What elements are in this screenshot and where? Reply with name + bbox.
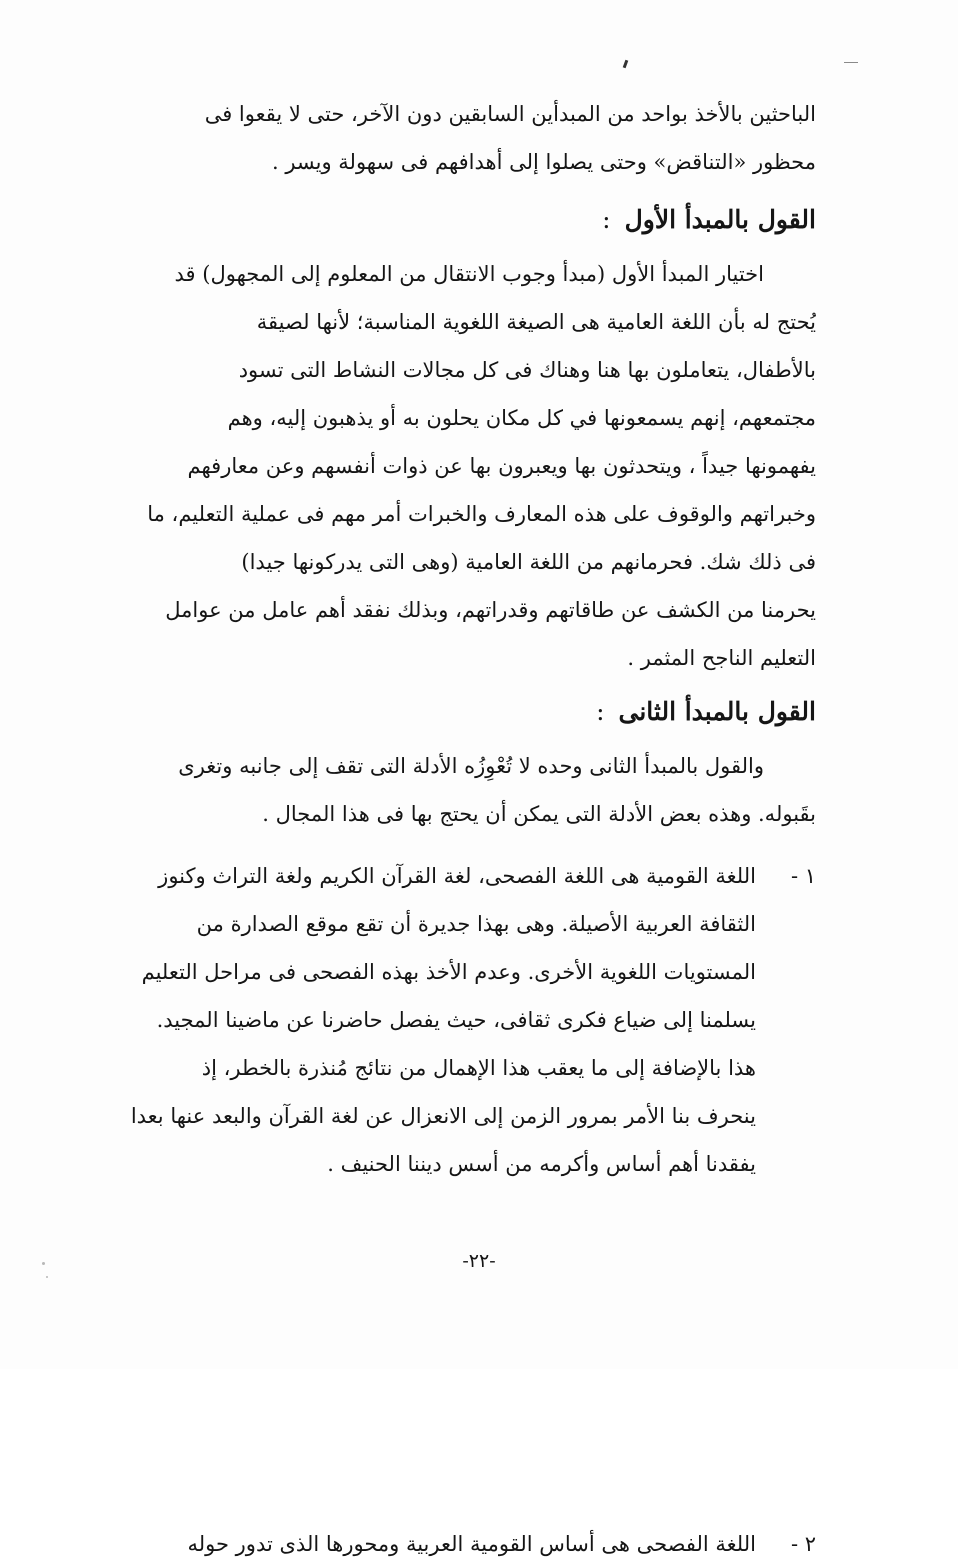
text-line: بالأطفال، يتعاملون بها هنا وهناك فى كل مجالات النشاط التى تسود	[238, 358, 816, 382]
list-number: ٢ -	[790, 1532, 816, 1556]
intro-paragraph	[76, 90, 816, 186]
text-line: هذا بالإضافة إلى ما يعقب هذا الإهمال من نتائج مُنذرة بالخطر، إذ	[201, 1056, 756, 1080]
text-line: اختيار المبدأ الأول (مبدأ وجوب الانتقال من المعلوم إلى المجهول) قد	[174, 262, 764, 286]
page-number: -٢٢-	[462, 1250, 496, 1272]
text-line: يفهمونها جيداً ، ويتحدثون بها ويعبرون بها عن ذوات أنفسهم وعن معارفهم	[187, 454, 816, 478]
list-number: ١ -	[790, 864, 816, 888]
list-item-body	[76, 1520, 816, 1568]
scan-speck	[46, 1276, 48, 1278]
heading-colon: :	[596, 697, 605, 726]
text-line: يُحتج له بأن اللغة العامية هى الصيغة اللغوية المناسبة؛ لأنها لصيقة	[256, 310, 816, 334]
list-item	[76, 1520, 816, 1568]
text-line: الثقافة العربية الأصيلة. وهى بهذا جديرة أن تقع موقع الصدارة من	[196, 912, 756, 936]
text-line: يحرمنا من الكشف عن طاقاتهم وقدراتهم، وبذلك نفقد أهم عامل من عوامل	[165, 598, 816, 622]
text-line: المستويات اللغوية الأخرى. وعدم الأخذ بهذه الفصحى فى مراحل التعليم	[141, 960, 756, 984]
text-line: ينحرف بنا الأمر بمرور الزمن إلى الانعزال عن لغة القرآن والبعد عنها بعدا	[130, 1104, 756, 1128]
text-line: التعليم الناجح المثمر .	[627, 646, 816, 670]
list-item-body	[76, 852, 816, 1188]
text-line: يسلمنا إلى ضياع فكرى ثقافى، حيث يفصل حاضرنا عن ماضينا المجيد.	[156, 1008, 756, 1032]
heading-colon: :	[602, 205, 611, 234]
section-heading-first	[76, 196, 816, 244]
text-line: وخبراتهم والوقوف على هذه المعارف والخبرات أمر مهم فى عملية التعليم، ما	[147, 502, 816, 526]
heading-line	[76, 196, 816, 244]
ink-mark	[623, 60, 629, 69]
text-line: اللغة الفصحى هى أساس القومية العربية ومحورها الذى تدور حوله	[187, 1532, 756, 1556]
heading-title: القول بالمبدأ الأول	[624, 205, 816, 234]
list-item	[76, 852, 816, 1188]
heading-title: القول بالمبدأ الثانى	[618, 697, 816, 726]
text-line: يفقدنا أهم أساس وأكرمه من أسس ديننا الحنيف .	[327, 1152, 756, 1176]
text-line: مجتمعهم، إنهم يسمعونها في كل مكان يحلون به أو يذهبون إليه، وهم	[227, 406, 816, 430]
text-line: اللغة القومية هى اللغة الفصحى، لغة القرآن الكريم ولغة التراث وكنوز	[158, 864, 756, 888]
first-section-paragraph	[76, 250, 816, 682]
text-line: والقول بالمبدأ الثانى وحده لا تُعْوِزُه الأدلة التى تقف إلى جانبه وتغرى	[178, 754, 764, 778]
edge-mark	[844, 62, 858, 63]
text-line: فى ذلك شك. فحرمانهم من اللغة العامية (وهى التى يدركونها جيدا)	[241, 550, 816, 574]
text-line: بقَبوله. وهذه بعض الأدلة التى يمكن أن يحتج بها فى هذا المجال .	[262, 802, 816, 826]
text-line: محظور «التناقض» وحتى يصلوا إلى أهدافهم فى سهولة ويسر .	[271, 150, 816, 174]
second-section-paragraph	[76, 742, 816, 838]
text-line: الباحثين بالأخذ بواحد من المبدأين السابقين دون الآخر، حتى لا يقعوا فى	[204, 102, 816, 126]
heading-line	[76, 688, 816, 736]
section-heading-second	[76, 688, 816, 736]
